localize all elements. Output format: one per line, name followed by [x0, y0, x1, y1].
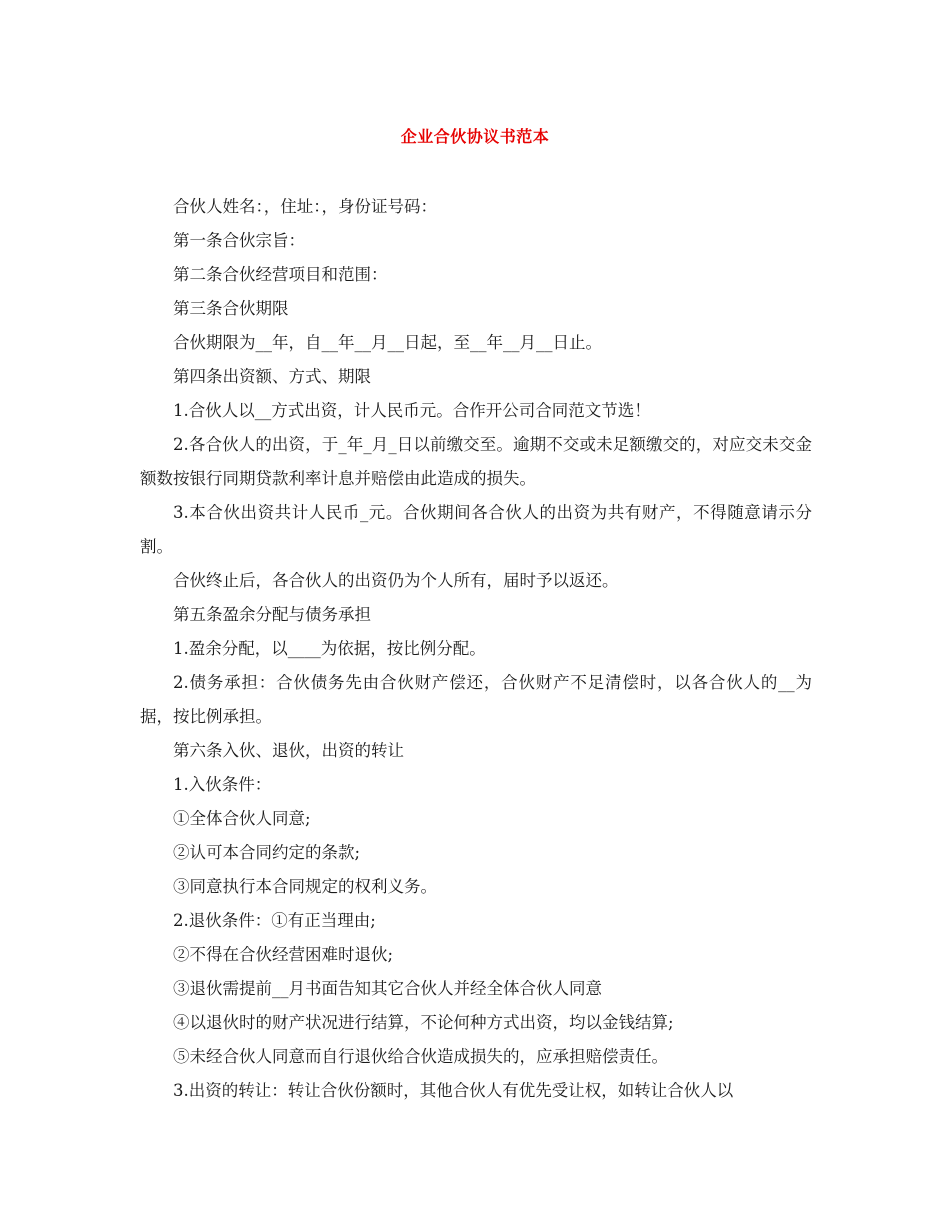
- paragraph: 2.退伙条件：①有正当理由;: [173, 911, 376, 930]
- paragraph: ①全体合伙人同意;: [173, 809, 311, 828]
- paragraph: 合伙人姓名：，住址：，身份证号码：: [173, 197, 437, 216]
- paragraph: ③同意执行本合同规定的权利义务。: [173, 877, 437, 896]
- paragraph: 第四条出资额、方式、期限: [173, 367, 371, 386]
- paragraph: 2.各合伙人的出资，于_年_月_日以前缴交至。逾期不交或未足额缴交的，对应交未交金额数按银行同期贷款利率计息并赔偿由此造成的损失。: [140, 435, 812, 488]
- paragraph: 第二条合伙经营项目和范围：: [173, 265, 388, 284]
- paragraph: 合伙终止后，各合伙人的出资仍为个人所有，届时予以返还。: [173, 571, 619, 590]
- paragraph: 第六条入伙、退伙，出资的转让: [173, 741, 404, 760]
- paragraph: ④以退伙时的财产状况进行结算，不论何种方式出资，均以金钱结算;: [173, 1013, 674, 1032]
- paragraph: 合伙期限为__年，自__年__月__日起，至__年__月__日止。: [173, 333, 602, 352]
- paragraph: 1.合伙人以__方式出资，计人民币元。合作开公司合同范文节选！: [173, 401, 651, 420]
- paragraph: 第一条合伙宗旨：: [173, 231, 305, 250]
- paragraph: ②不得在合伙经营困难时退伙;: [173, 945, 394, 964]
- paragraph: 3.本合伙出资共计人民币_元。合伙期间各合伙人的出资为共有财产，不得随意请示分割。: [140, 503, 812, 556]
- paragraph: 1.入伙条件：: [173, 775, 272, 794]
- paragraph: 3.出资的转让：转让合伙份额时，其他合伙人有优先受让权，如转让合伙人以: [173, 1081, 734, 1100]
- paragraph: ③退伙需提前__月书面告知其它合伙人并经全体合伙人同意: [173, 979, 602, 998]
- paragraph: ⑤未经合伙人同意而自行退伙给合伙造成损失的，应承担赔偿责任。: [173, 1047, 668, 1066]
- paragraph: ②认可本合同约定的条款;: [173, 843, 361, 862]
- document-title: 企业合伙协议书范本: [400, 127, 550, 146]
- paragraph: 1.盈余分配，以____为依据，按比例分配。: [173, 639, 486, 658]
- paragraph: 第五条盈余分配与债务承担: [173, 605, 371, 624]
- document-body: [140, 190, 812, 1108]
- paragraph: 第三条合伙期限: [173, 299, 289, 318]
- paragraph: 2.债务承担：合伙债务先由合伙财产偿还，合伙财产不足清偿时，以各合伙人的__为据，按比例承担。: [140, 673, 812, 726]
